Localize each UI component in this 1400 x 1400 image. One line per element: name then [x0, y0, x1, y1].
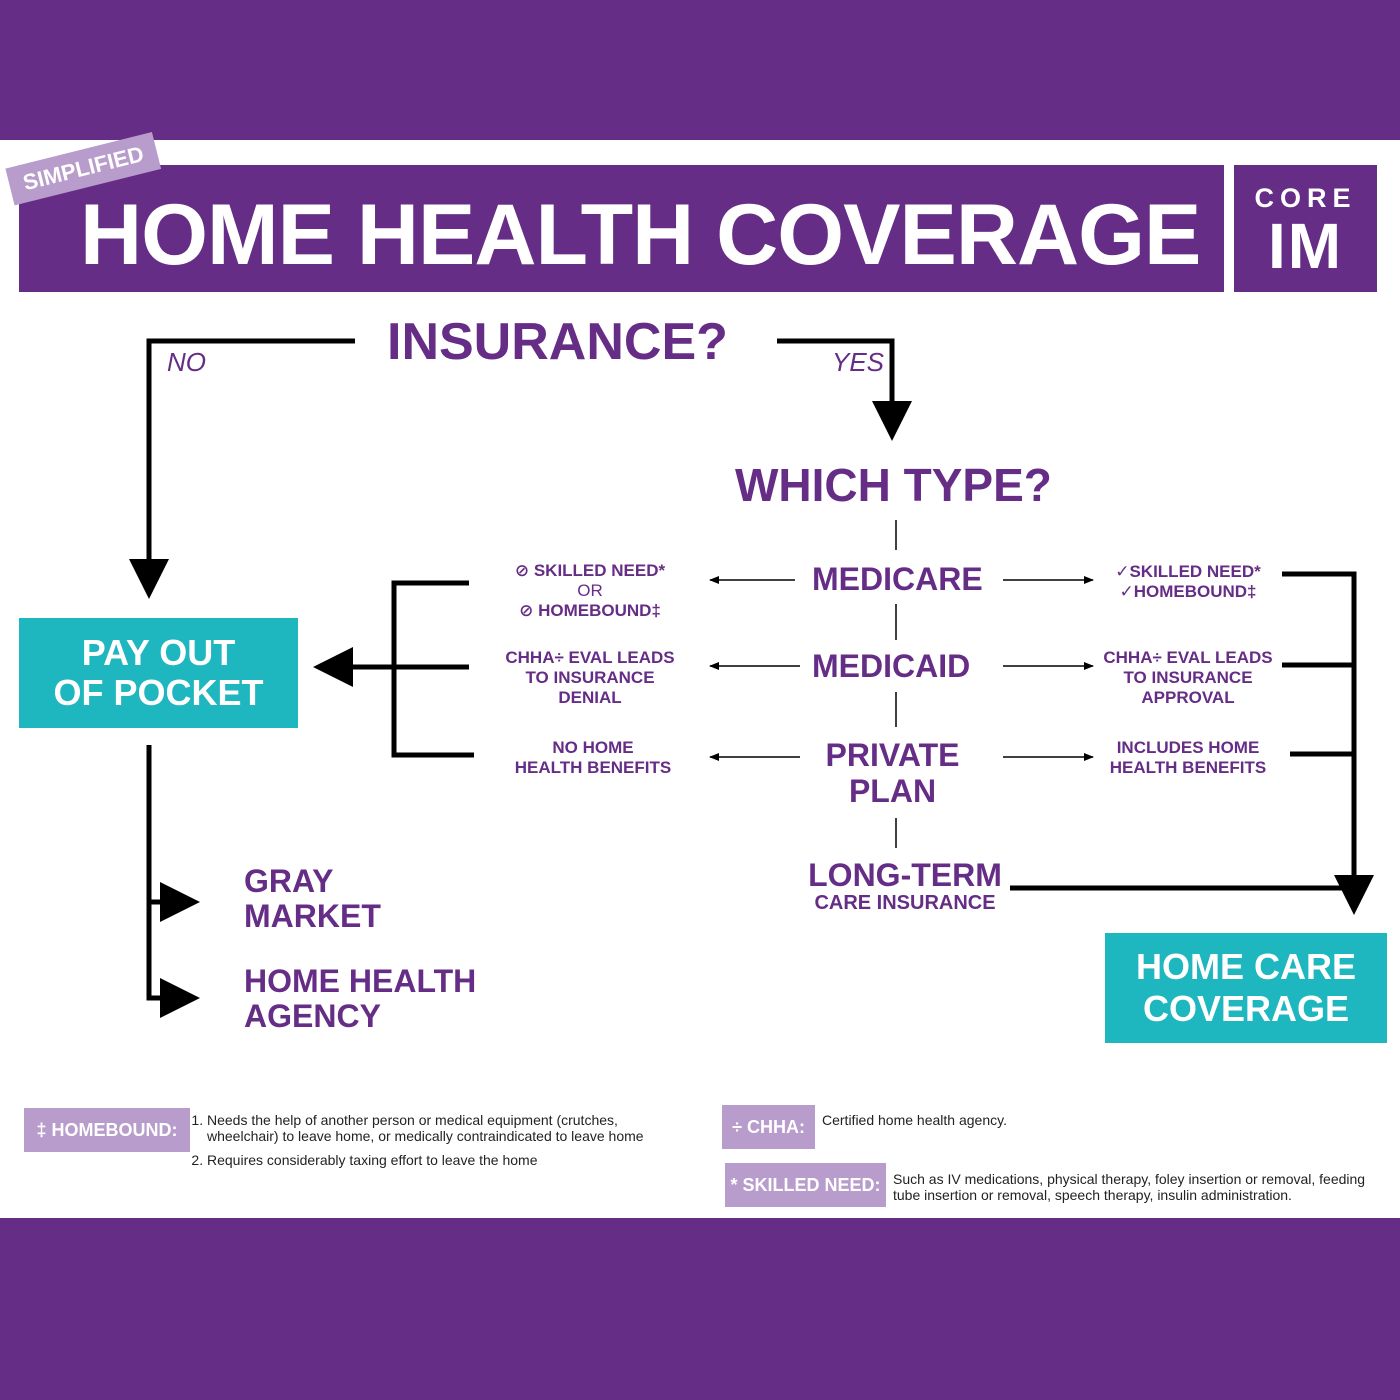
- gray-market-line2: MARKET: [244, 898, 381, 934]
- chha-legend-definition: Certified home health agency.: [822, 1112, 1007, 1128]
- gray-market-outcome: [244, 864, 381, 934]
- private-left-line1: NO HOME: [552, 738, 634, 757]
- yes-label: YES: [832, 347, 885, 377]
- insurance-question: INSURANCE?: [387, 313, 728, 371]
- home-care-coverage-box: [1105, 933, 1387, 1043]
- no-branch-line: [149, 341, 355, 594]
- page-title: HOME HEALTH COVERAGE: [80, 187, 1201, 283]
- home-care-line2: COVERAGE: [1142, 988, 1350, 1029]
- home-health-agency-outcome: [244, 964, 476, 1034]
- home-care-line1: HOME CARE: [1135, 946, 1356, 987]
- type-medicaid: MEDICAID: [812, 648, 971, 684]
- chha-legend-tag: ÷ CHHA:: [722, 1105, 815, 1149]
- which-type-question: WHICH TYPE?: [735, 459, 1052, 511]
- private-right-line2: HEALTH BENEFITS: [1109, 758, 1267, 777]
- medicare-left-line1: ⊘ SKILLED NEED*: [514, 561, 666, 580]
- logo-bottom-text: IM: [1267, 210, 1344, 282]
- medicare-right-line2: ✓HOMEBOUND‡: [1119, 582, 1257, 601]
- homebound-item-2: 2. Requires considerably taxing effort to leave the home: [207, 1152, 675, 1168]
- medicare-right-line1: ✓SKILLED NEED*: [1115, 562, 1261, 581]
- medicare-denial-conditions: [490, 561, 690, 621]
- type-medicare: MEDICARE: [812, 561, 983, 597]
- medicare-approval-conditions: [1088, 562, 1288, 602]
- medicaid-denial-conditions: [490, 648, 690, 708]
- agency-line1: HOME HEALTH: [244, 963, 477, 999]
- medicare-left-or: OR: [577, 581, 603, 600]
- medicaid-approval-conditions: [1088, 648, 1288, 708]
- private-plan-line1: PRIVATE: [825, 737, 960, 773]
- medicaid-right-line3: APPROVAL: [1141, 688, 1235, 707]
- pay-out-of-pocket-box: [19, 618, 298, 728]
- private-denial-conditions: [493, 738, 693, 778]
- homebound-legend-definition: [185, 1112, 675, 1176]
- private-approval-conditions: [1088, 738, 1288, 778]
- gray-market-line1: GRAY: [244, 863, 334, 899]
- no-label: NO: [167, 347, 206, 377]
- type-private-plan: [815, 737, 970, 809]
- medicaid-right-line2: TO INSURANCE: [1123, 668, 1253, 687]
- skilled-need-legend-tag: * SKILLED NEED:: [725, 1163, 886, 1207]
- medicaid-left-line3: DENIAL: [558, 688, 622, 707]
- homebound-legend-tag: ‡ HOMEBOUND:: [24, 1108, 190, 1152]
- agency-line2: AGENCY: [244, 998, 381, 1034]
- simplified-badge: SIMPLIFIED: [5, 132, 161, 206]
- logo-top-text: CORE: [1254, 183, 1357, 213]
- homebound-item-1: 1. Needs the help of another person or medical equipment (crutches, wheelchair) to leave home, or medically contraindicated to leave home: [207, 1112, 675, 1144]
- medicaid-right-line1: CHHA÷ EVAL LEADS: [1103, 648, 1273, 667]
- medicaid-left-line1: CHHA÷ EVAL LEADS: [505, 648, 675, 667]
- medicare-left-line2: ⊘ HOMEBOUND‡: [519, 601, 661, 620]
- private-left-line2: HEALTH BENEFITS: [514, 758, 672, 777]
- pay-out-line1: PAY OUT: [81, 632, 236, 673]
- pay-out-line2: OF POCKET: [53, 672, 264, 713]
- type-long-term-care: [805, 858, 1005, 914]
- medicaid-left-line2: TO INSURANCE: [525, 668, 655, 687]
- long-term-line1: LONG-TERM: [808, 857, 1002, 893]
- private-right-line1: INCLUDES HOME: [1116, 738, 1260, 757]
- skilled-need-legend-definition: Such as IV medications, physical therapy, foley insertion or removal, feeding tube insertion or removal, speech therapy, insulin administration.: [893, 1171, 1366, 1203]
- private-plan-line2: PLAN: [848, 773, 937, 809]
- long-term-line2: CARE INSURANCE: [814, 892, 996, 914]
